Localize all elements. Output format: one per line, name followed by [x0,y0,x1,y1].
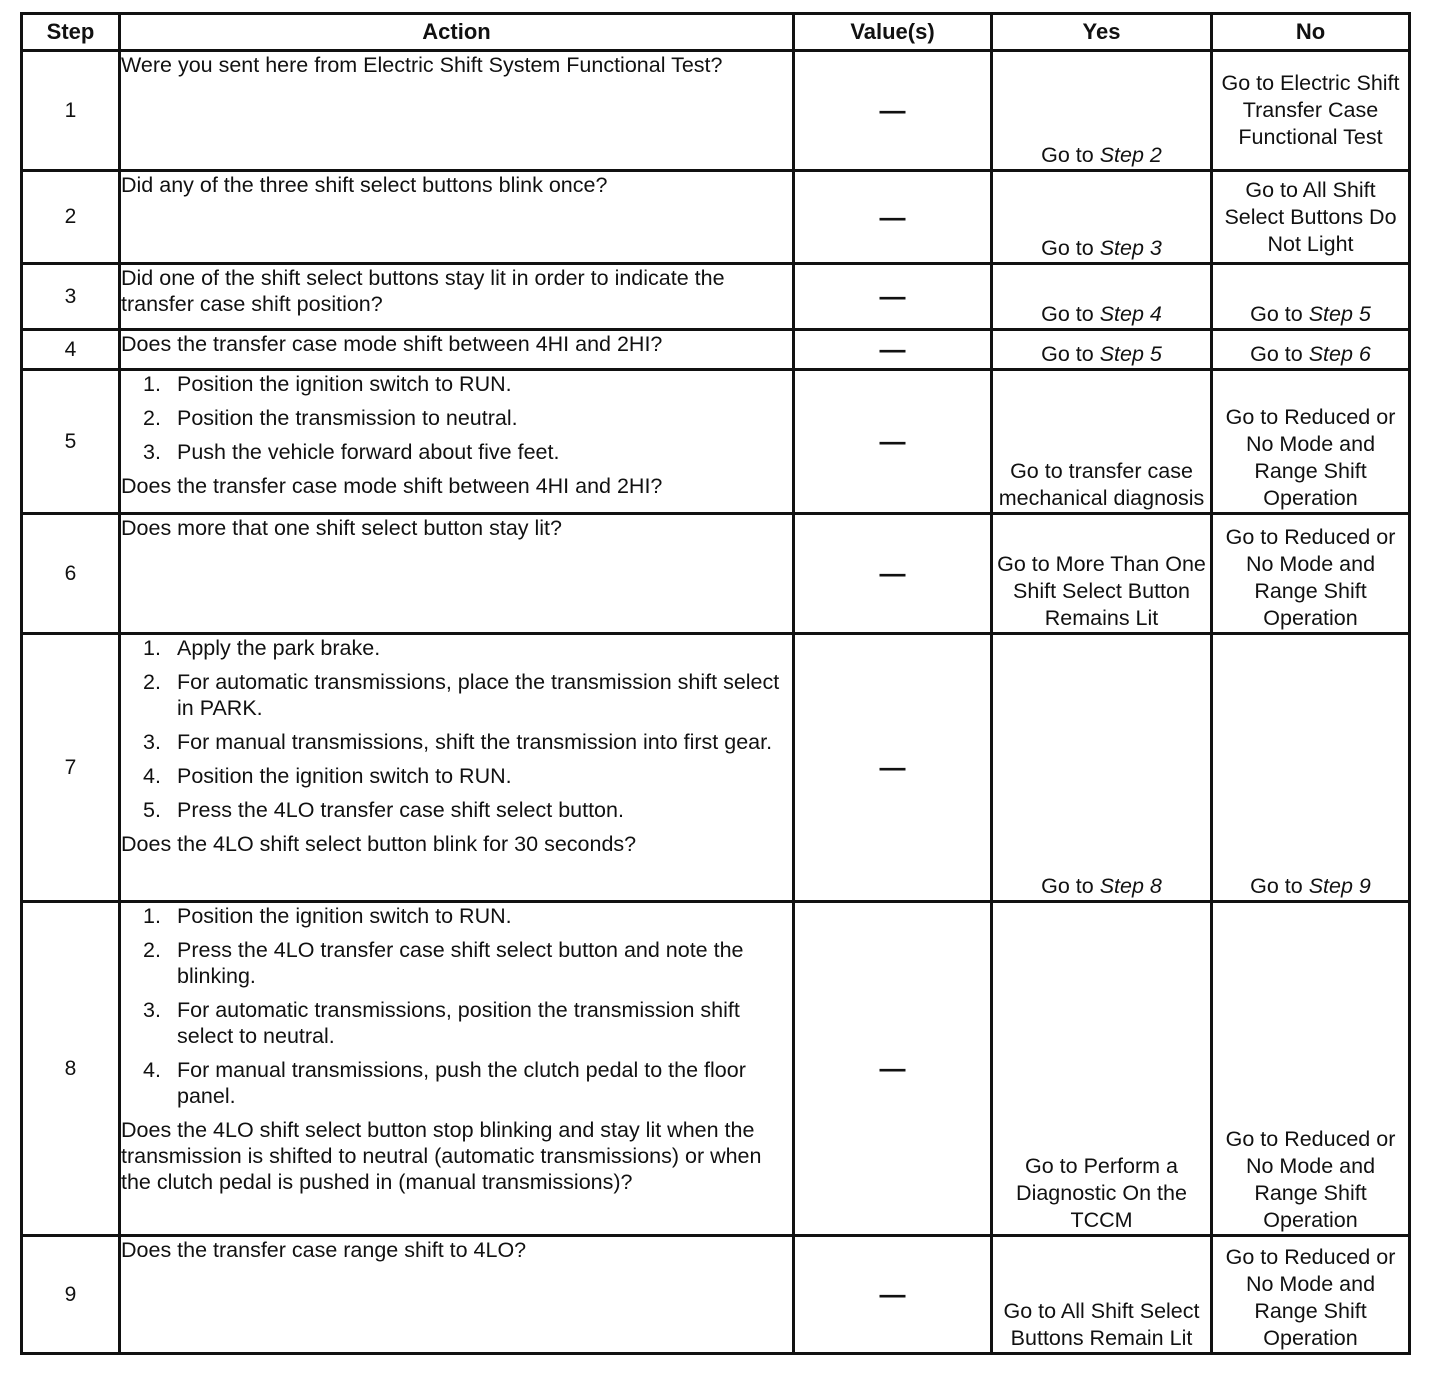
value-cell: — [794,330,992,370]
action-step-number: 1. [143,636,161,660]
no-cell [1212,902,1410,1236]
yes-cell [992,171,1212,264]
action-steps [121,371,792,465]
diagnostic-table [20,12,1411,1355]
action-step-number: 4. [143,1058,161,1082]
yes-text: Go to All Shift Select Buttons Remain Lit [1003,1299,1200,1350]
yes-cell [992,51,1212,171]
yes-prefix: Go to [1041,874,1094,898]
action-question: Does the transfer case mode shift between 4HI and 2HI? [121,332,663,356]
no-cell [1212,330,1410,370]
no-step-link[interactable]: Step 5 [1308,302,1371,326]
header-step: Step [22,14,120,51]
yes-text: Go to Perform a Diagnostic On the TCCM [1016,1154,1187,1232]
action-step-text: Press the 4LO transfer case shift select button. [177,798,624,822]
yes-step-link[interactable]: Step 4 [1099,302,1162,326]
step-number: 4 [22,330,120,370]
yes-step-link[interactable]: Step 2 [1099,143,1162,167]
action-step-number: 2. [143,406,161,430]
table-row [22,514,1410,634]
value-cell: — [794,514,992,634]
action-question: Does the transfer case mode shift between 4HI and 2HI? [121,474,663,498]
action-step-number: 5. [143,798,161,822]
step-number: 3 [22,264,120,330]
value-cell: — [794,634,992,902]
action-step-text: Position the transmission to neutral. [177,406,518,430]
action-step-number: 3. [143,730,161,754]
action-step-text: Position the ignition switch to RUN. [177,372,512,396]
action-cell [120,634,794,902]
action-step-text: Push the vehicle forward about five feet. [177,440,560,464]
yes-cell [992,264,1212,330]
yes-cell [992,370,1212,514]
action-step-number: 3. [143,440,161,464]
no-text: Go to Reduced or No Mode and Range Shift Operation [1225,405,1396,510]
table-row [22,330,1410,370]
action-step-text: Position the ignition switch to RUN. [177,764,512,788]
no-cell [1212,51,1410,171]
action-step [143,635,792,661]
action-cell [120,51,794,171]
yes-step-link[interactable]: Step 5 [1099,342,1162,366]
table-row [22,264,1410,330]
yes-cell [992,514,1212,634]
action-step-number: 1. [143,904,161,928]
value-cell: — [794,370,992,514]
action-question: Were you sent here from Electric Shift System Functional Test? [121,53,723,77]
no-cell [1212,514,1410,634]
no-cell [1212,634,1410,902]
action-step-number: 3. [143,998,161,1022]
yes-prefix: Go to [1041,342,1094,366]
yes-step-link[interactable]: Step 8 [1099,874,1162,898]
table-row [22,902,1410,1236]
action-step-text: Apply the park brake. [177,636,381,660]
no-text: Go to Reduced or No Mode and Range Shift Operation [1225,1245,1396,1350]
value-cell: — [794,902,992,1236]
yes-prefix: Go to [1041,302,1094,326]
yes-step-link[interactable]: Step 3 [1099,236,1162,260]
value-cell: — [794,264,992,330]
no-step-link[interactable]: Step 6 [1308,342,1371,366]
header-yes: Yes [992,14,1212,51]
action-step-text: Position the ignition switch to RUN. [177,904,512,928]
table-row [22,51,1410,171]
no-cell [1212,264,1410,330]
no-text: Go to Reduced or No Mode and Range Shift Operation [1225,525,1396,630]
yes-text: Go to transfer case mechanical diagnosis [998,459,1205,510]
step-number: 2 [22,171,120,264]
action-step-number: 2. [143,670,161,694]
action-step-number: 2. [143,938,161,962]
step-number: 5 [22,370,120,514]
header-action: Action [120,14,794,51]
no-prefix: Go to [1250,342,1303,366]
action-step-number: 4. [143,764,161,788]
action-cell [120,264,794,330]
yes-prefix: Go to [1041,143,1094,167]
step-number: 8 [22,902,120,1236]
yes-cell [992,902,1212,1236]
yes-prefix: Go to [1041,236,1094,260]
header-values: Value(s) [794,14,992,51]
action-step [143,669,792,721]
step-number: 6 [22,514,120,634]
no-step-link[interactable]: Step 9 [1308,874,1371,898]
step-number: 1 [22,51,120,171]
no-cell [1212,370,1410,514]
table-body [22,51,1410,1354]
yes-cell [992,330,1212,370]
value-cell: — [794,171,992,264]
action-step-text: For manual transmissions, shift the transmission into first gear. [177,730,773,754]
action-step-text: For manual transmissions, push the clutch pedal to the floor panel. [177,1058,746,1108]
table-row [22,370,1410,514]
table-row [22,634,1410,902]
header-no: No [1212,14,1410,51]
action-question: Does the transfer case range shift to 4LO? [121,1238,527,1262]
no-text: Go to Electric Shift Transfer Case Functional Test [1221,71,1400,149]
action-cell [120,902,794,1236]
action-step [143,903,792,929]
action-step-number: 1. [143,372,161,396]
step-number: 7 [22,634,120,902]
action-cell [120,514,794,634]
action-question: Does the 4LO shift select button blink for 30 seconds? [121,832,637,856]
no-cell [1212,171,1410,264]
action-cell [120,370,794,514]
action-step-text: For automatic transmissions, position the transmission shift select to neutral. [177,998,740,1048]
action-step [143,797,792,823]
header-row [22,14,1410,51]
action-question: Did one of the shift select buttons stay lit in order to indicate the transfer case shift position? [121,266,725,316]
no-text: Go to Reduced or No Mode and Range Shift Operation [1225,1127,1396,1232]
step-number: 9 [22,1236,120,1354]
yes-text: Go to More Than One Shift Select Button Remains Lit [997,552,1206,630]
yes-cell [992,634,1212,902]
value-cell: — [794,51,992,171]
action-step [143,439,792,465]
action-cell [120,330,794,370]
action-step [143,1057,792,1109]
table-row [22,171,1410,264]
action-steps [121,903,792,1109]
action-cell [120,1236,794,1354]
no-text: Go to All Shift Select Buttons Do Not Light [1224,177,1397,256]
action-question: Does the 4LO shift select button stop blinking and stay lit when the transmission is shifted to neutral (automatic transmissions) or when the clutch pedal is pushed in (manual transmissions)? [121,1118,762,1194]
action-step [143,405,792,431]
table-row [22,1236,1410,1354]
value-cell: — [794,1236,992,1354]
action-step [143,371,792,397]
action-step-text: For automatic transmissions, place the transmission shift select in PARK. [177,670,780,720]
action-step [143,937,792,989]
action-step [143,763,792,789]
action-cell [120,171,794,264]
action-step [143,997,792,1049]
no-cell [1212,1236,1410,1354]
action-step-text: Press the 4LO transfer case shift select button and note the blinking. [177,938,744,988]
action-question: Does more that one shift select button stay lit? [121,516,562,540]
action-step [143,729,792,755]
no-prefix: Go to [1250,302,1303,326]
action-steps [121,635,792,823]
action-question: Did any of the three shift select buttons blink once? [121,173,608,197]
yes-cell [992,1236,1212,1354]
no-prefix: Go to [1250,874,1303,898]
